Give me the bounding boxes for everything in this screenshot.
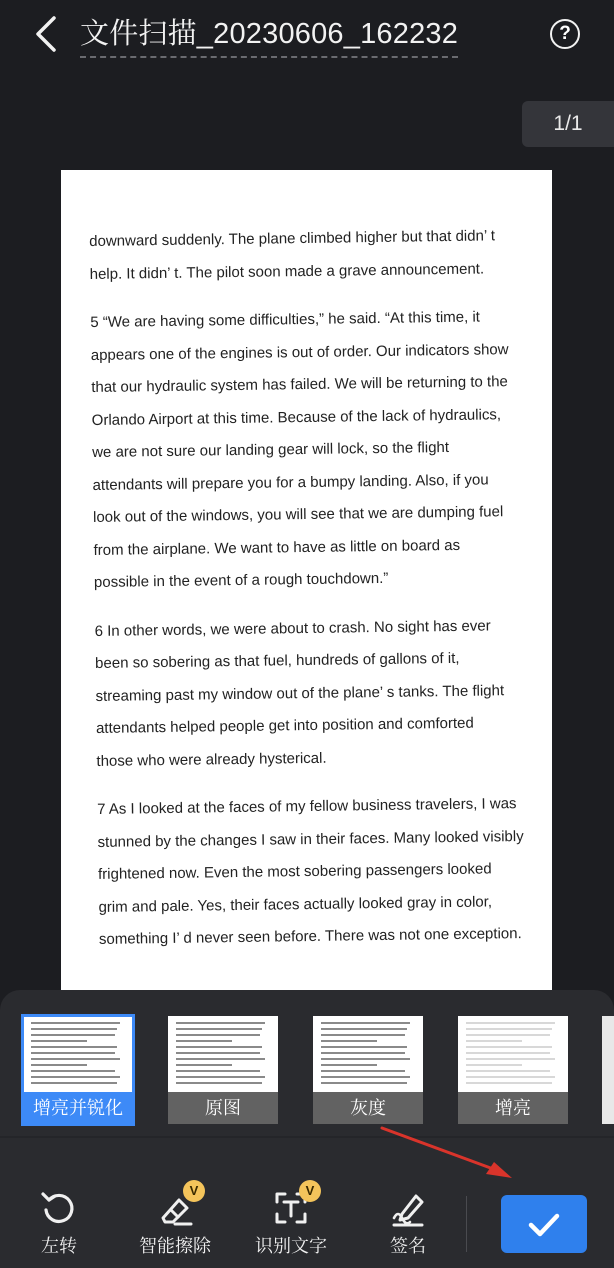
- thumbnail-text-line: [176, 1034, 260, 1036]
- thumbnail-text-line: [176, 1040, 232, 1042]
- signature-label: 签名: [390, 1236, 426, 1256]
- document-line: stunned by the changes I saw in their faces. Many looked visibly: [97, 827, 524, 851]
- thumbnail-text-line: [466, 1076, 555, 1078]
- document-line: 5 “We are having some difficulties,” he said. “At this time, it: [90, 308, 481, 331]
- document-line: possible in the event of a rough touchdown.”: [93, 569, 389, 591]
- rotate-left-label: 左转: [41, 1236, 77, 1256]
- document-line: 6 In other words, we were about to crash. No sight has ever: [94, 616, 491, 640]
- thumbnail-text-line: [176, 1076, 265, 1078]
- checkmark-icon: [501, 1195, 587, 1253]
- thumbnail-text-line: [31, 1022, 120, 1024]
- thumbnail-text-line: [321, 1052, 405, 1054]
- thumbnail-text-line: [31, 1052, 115, 1054]
- recognize-text-button[interactable]: [251, 1183, 331, 1258]
- smart-erase-label: 智能擦除: [139, 1236, 211, 1256]
- filter-more-partial[interactable]: [602, 1016, 614, 1124]
- document-line: grim and pale. Yes, their faces actually looked gray in color,: [98, 892, 493, 916]
- vip-badge: V: [183, 1180, 205, 1202]
- thumbnail-text-line: [176, 1058, 265, 1060]
- thumbnail-text-line: [31, 1058, 120, 1060]
- document-line: downward suddenly. The plane climbed higher but that didn’ t: [89, 227, 496, 250]
- document-line: appears one of the engines is out of order. Our indicators show: [90, 340, 509, 364]
- panel-divider: [0, 1136, 614, 1138]
- chevron-left-icon[interactable]: [30, 14, 64, 54]
- thumbnail-text-line: [321, 1034, 405, 1036]
- thumbnail-text-line: [321, 1022, 410, 1024]
- thumbnail-text-line: [176, 1046, 262, 1048]
- document-line: something I’ d never seen before. There was not one exception.: [98, 925, 522, 948]
- thumbnail-text-line: [321, 1064, 377, 1066]
- document-line: Orlando Airport at this time. Because of the lack of hydraulics,: [91, 405, 502, 429]
- document-text: [89, 220, 539, 957]
- thumbnail-text-line: [466, 1022, 555, 1024]
- thumbnail-text-line: [31, 1076, 120, 1078]
- thumbnail-text-line: [31, 1070, 115, 1072]
- filter-thumbnail: [466, 1022, 560, 1088]
- thumbnail-text-line: [31, 1082, 117, 1084]
- filter-label: 原图: [168, 1092, 278, 1124]
- filter-label: 增亮并锐化: [23, 1092, 133, 1124]
- thumbnail-text-line: [176, 1064, 232, 1066]
- document-line: streaming past my window out of the plane’ s tanks. The flight: [95, 681, 505, 705]
- thumbnail-text-line: [321, 1028, 407, 1030]
- filter-brighten-sharpen[interactable]: [23, 1016, 133, 1124]
- document-line: 7 As I looked at the faces of my fellow business travelers, I was: [97, 795, 517, 818]
- thumbnail-text-line: [466, 1028, 552, 1030]
- recognize-text-label: 识别文字: [255, 1236, 327, 1256]
- thumbnail-text-line: [466, 1040, 522, 1042]
- thumbnail-text-line: [31, 1064, 87, 1066]
- thumbnail-text-line: [466, 1034, 550, 1036]
- document-line: attendants will prepare you for a bumpy landing. Also, if you: [92, 470, 489, 494]
- thumbnail-text-line: [466, 1064, 522, 1066]
- filter-thumbnail: [176, 1022, 270, 1088]
- document-line: look out of the windows, you will see that we are dumping fuel: [92, 503, 504, 526]
- top-bar: [0, 0, 614, 72]
- thumbnail-text-line: [176, 1022, 265, 1024]
- filter-thumbnail: [321, 1022, 415, 1088]
- document-line: that our hydraulic system has failed. We will be returning to the: [91, 373, 508, 396]
- thumbnail-text-line: [321, 1070, 405, 1072]
- page-indicator: 1/1: [522, 101, 614, 147]
- thumbnail-text-line: [321, 1082, 407, 1084]
- thumbnail-text-line: [466, 1046, 552, 1048]
- thumbnail-text-line: [176, 1082, 262, 1084]
- thumbnail-text-line: [466, 1082, 552, 1084]
- thumbnail-text-line: [466, 1058, 555, 1060]
- thumbnail-text-line: [321, 1040, 377, 1042]
- document-line: attendants helped people get into position and comforted: [95, 714, 474, 737]
- rotate-left-icon: [39, 1188, 79, 1228]
- smart-erase-button[interactable]: [135, 1183, 215, 1258]
- filter-label: 灰度: [313, 1092, 423, 1124]
- signature-button[interactable]: [385, 1188, 431, 1258]
- filter-label: 增亮: [458, 1092, 568, 1124]
- thumbnail-text-line: [31, 1034, 115, 1036]
- thumbnail-text-line: [466, 1052, 550, 1054]
- thumbnail-text-line: [176, 1052, 260, 1054]
- document-line: frightened now. Even the most sobering passengers looked: [97, 860, 492, 883]
- scanned-document-preview[interactable]: [61, 170, 552, 992]
- filter-original[interactable]: [168, 1016, 278, 1124]
- rotate-left-button[interactable]: [36, 1188, 82, 1258]
- filter-thumbnail: [31, 1022, 125, 1088]
- document-line: we are not sure our landing gear will lock, so the flight: [92, 438, 450, 461]
- thumbnail-text-line: [176, 1028, 262, 1030]
- document-line: those who were already hysterical.: [96, 749, 327, 770]
- document-title[interactable]: 文件扫描_20230606_162232: [80, 14, 458, 58]
- thumbnail-text-line: [321, 1058, 410, 1060]
- confirm-button[interactable]: [501, 1195, 587, 1253]
- document-line: from the airplane. We want to have as little on board as: [93, 536, 461, 559]
- toolbar-separator: [466, 1196, 467, 1252]
- thumbnail-text-line: [31, 1040, 87, 1042]
- thumbnail-text-line: [31, 1046, 117, 1048]
- filter-grayscale[interactable]: [313, 1016, 423, 1124]
- thumbnail-text-line: [321, 1046, 407, 1048]
- thumbnail-text-line: [321, 1076, 410, 1078]
- thumbnail-text-line: [466, 1070, 550, 1072]
- help-icon[interactable]: ?: [550, 19, 580, 49]
- signature-pen-icon: [388, 1188, 428, 1228]
- document-line: been so sobering as that fuel, hundreds of gallons of it,: [94, 649, 460, 672]
- thumbnail-text-line: [31, 1028, 117, 1030]
- thumbnail-text-line: [176, 1070, 260, 1072]
- vip-badge: V: [299, 1180, 321, 1202]
- document-line: help. It didn’ t. The pilot soon made a grave announcement.: [89, 259, 485, 283]
- filter-brighten[interactable]: [458, 1016, 568, 1124]
